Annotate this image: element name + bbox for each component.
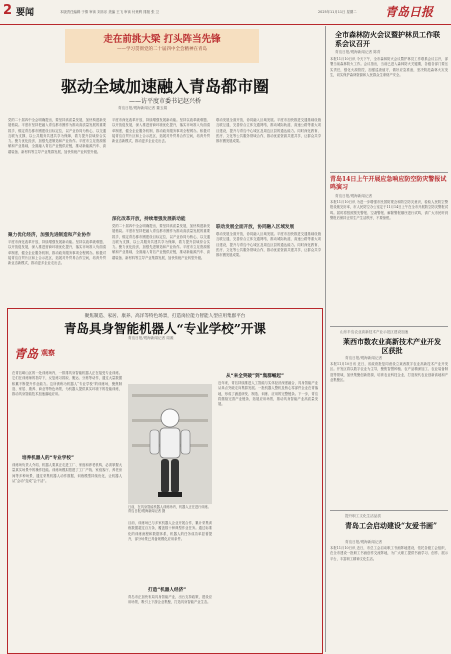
robot-photo: [128, 384, 212, 504]
column-logo-small: 观察: [41, 349, 55, 357]
feature-byline: 青岛日报/观海新闻记者 周凝: [128, 336, 174, 340]
campaign-banner: [65, 29, 259, 63]
story3-byline: 青岛日报/观海新闻记者: [345, 356, 383, 360]
feature-col3-title: 从“来全突破”到“集群崛起”: [226, 374, 285, 379]
feature-subhead-2: 打造“机器人经济”: [148, 588, 187, 593]
banner-line1: 走在前挑大梁 打头阵当先锋: [103, 34, 221, 45]
lead-byline: 青岛日报/观海新闻记者 董玉娟: [118, 106, 168, 110]
section-name: 要闻: [16, 8, 35, 18]
story2-title: 青岛14日上午开展应急响应防空防灾警报试鸣演习: [330, 176, 447, 191]
column-divider: [325, 26, 326, 652]
lead-body-col3b: 联动发展全面开放，协同融入区域发展。平度市加快推进交通基础设施互联互通，完善综合立体交通网络，推动城际轨道、高速公路等重大项目建设，提升与青岛中心城区及周边区县的通达能力。同时深化教育、医疗、文化等公共服务领域合作，推动优质资源共建共享，让群众共享都市圈发展成果。: [216, 232, 321, 258]
lead-body-col3: 联动发展全面开放，协同融入区域发展。平度市加快推进交通基础设施互联互通，完善综合立体交通网络，推动城际轨道、高速公路等重大项目建设，提升与青岛中心城区及周边区县的通达能力。同时深化教育、医疗、文化等公共服务领域合作，推动优质资源共建共享，让群众共享都市圈发展成果。: [216, 118, 321, 144]
story4-byline: 青岛日报/观海新闻记者: [345, 540, 383, 544]
robot-icon: [128, 384, 212, 504]
page-header: [0, 0, 451, 25]
feature-body-col2: 目前，训练场已与多家机器人企业开展合作，累计采集训练数据超过百万条，覆盖数十种典型作业任务。通过标准化的训练流程和数据体系，机器人的任务成功率显著提升，部分场景已具备规模化应用条件。: [128, 521, 212, 541]
story2-byline: 青岛日报/观海新闻记者: [335, 194, 373, 198]
lead-body-col2b: 党的二十届四中全会明确提出，要坚持高质量发展，加快构建新发展格局。平度市坚持把融入青岛都市圈作为推动高质量发展的重要抓手，锚定青岛都市圈建设目标定位，以产业协同为核心，以交通互联为支撑，以公共服务共建共享为保障，着力提升县域综合实力。聚力优化经济，加强先进制造和产业协作。平度市立足资源禀赋和产业基础，全面融入青岛产业链供应链，推动新能源汽车、高端装备、新材料等主导产业集群发展，加快传统产业转型升级。: [112, 224, 210, 260]
story1-byline: 青岛日报/观海新闻记者 陈青: [335, 50, 381, 54]
lead-headline: 驱动全域加速融入青岛都市圈: [60, 77, 269, 96]
story4-title: 青岛工会启动建设“友爱书画”: [344, 521, 438, 530]
lead-subhead-3: 联动发展全面开放，协同融入区域发展: [216, 225, 295, 230]
lead-body-col1: 党的二十届四中全会明确提出，要坚持高质量发展，加快构建新发展格局。平度市坚持把融入青岛都市圈作为推动高质量发展的重要抓手，锚定青岛都市圈建设目标定位，以产业协同为核心，以交通互联为支撑，以公共服务共建共享为保障，着力提升县域综合实力。聚力优化经济，加强先进制造和产业协作。平度市立足资源禀赋和产业基础，全面融入青岛产业链供应链，推动新能源汽车、高端装备、新材料等主导产业集群发展，加快传统产业转型升级。: [8, 118, 106, 154]
feature-body-col2b: 青岛市正加快布局具身智能产业，出台支持政策，建设应用场景，吸引上下游企业集聚，打造具身智能产业生态。: [128, 595, 212, 605]
lead-subhead-2: 深化改革开放，持续增强发展新动能: [112, 217, 186, 222]
story3-title: 莱西市数农业高新技术产业开发区获批: [343, 337, 441, 355]
story-divider: [330, 326, 448, 327]
story1-title: 全市森林防火会议暨护林员工作联系会议召开: [335, 30, 440, 48]
feature-body-col3: 近年来，青岛持续推进人工智能与实体经济深度融合，具身智能产业从单点突破走向集群发展。一批机器人整机及核心零部件企业在青落地，形成了涵盖研发、制造、训练、应用的完整链条。下一步，青岛将继续完善产业链条，拓展应用场景，推动具身智能产业高质量发展。: [218, 381, 318, 407]
feature-kicker: 聚焦制造、家居、康养、高洋等特色场景，打造岗位能力智能人型应用集群平台: [84, 314, 246, 319]
feature-box: [7, 308, 323, 654]
story2-body: 本报11月10日讯 为进一步增强市民国防观念和防空防灾意识，检验人民防空警报设施完好率，市人民防空办公室定于11月14日上午在全市开展防空防灾警报试鸣。届时将按照预先警报、空袭警报、解除警报顺序进行试鸣，请广大市民听到警报后保持正常生产生活秩序，不要惊慌。: [330, 200, 448, 220]
photo-caption: 日前，在具身智能机器人训练场内，机器人正在进行训练。青岛日报/观海新闻记者 摄: [128, 505, 211, 514]
story4-body: 本报11月10日讯 近日，市总工会启动职工书画阵地建设，依托各级工会组织，在全市建设一批职工书画创作交流阵地，为广大职工提供书画学习、创作、展示平台，丰富职工精神文化生活。: [330, 546, 448, 561]
lead-subhead-1: 聚力优化经济，加强先进制造和产业协作: [8, 233, 91, 238]
lead-body-col2: 平度市深化改革开放，持续增强发展新动能。坚持以改革破难题、以开放促发展，深入推进营商环境优化提升，落实市场准入负面清单制度，健全企业服务机制，推动政务服务事项全程网办。积极对接青岛自贸片区和上合示范区，拓展对外贸易合作空间，培育外贸新业态新模式，推动更多企业走出去。: [112, 118, 210, 144]
lead-body-col1b: 平度市深化改革开放，持续增强发展新动能。坚持以改革破难题、以开放促发展，深入推进营商环境优化提升，落实市场准入负面清单制度，健全企业服务机制，推动政务服务事项全程网办。积极对接青岛自贸片区和上合示范区，拓展对外贸易合作空间，培育外贸新业态新模式，推动更多企业走出去。: [8, 240, 106, 266]
feature-body-col1b: 训练场负责人介绍，机器人要真正走进工厂、家庭和养老机构，必须掌握大量真实场景中的操作技能。训练场模拟搭建了工厂产线、家庭客厅、养老房间等多种场景，通过采集机器人动作数据，训练模型持续优化，让机器人从“会动”变成“会干活”。: [12, 463, 122, 483]
page-number: 2: [3, 3, 13, 18]
story-divider: [330, 510, 448, 511]
story3-body: 本报11月10日讯 近日，省政府批复同意设立莱西数字农业高新技术产业开发区。开发区将以数字农业为主导，聚焦智慧种植、农产品精深加工、农业装备制造等领域，加快集聚创新资源，培育农业科技企业，打造现代农业创新高地和产业集聚区。: [330, 362, 448, 382]
lead-subtitle: ——访平度市委书记赵兴桥: [128, 98, 201, 105]
feature-body-col1: 在青岛崂山区的一处训练场内，一排排具身智能机器人正在接受专业训练。它们在训练师的指导下，反复练习抓取、搬运、分拣等动作，通过大量数据积累不断提升作业能力。这所被称为机器人“专业学校”的训练场，聚焦制造、家居、康养、商业等特色场景，为机器人提供真实环境下的技能训练，推动具身智能技术加速落地应用。: [12, 371, 122, 397]
newspaper-logo: 青岛日报: [385, 5, 434, 19]
feature-headline: 青岛具身智能机器人“专业学校”开课: [64, 321, 266, 336]
editor-line: 本版责任编辑 于倩 审读 刘乐乐 美编 王飞 审读 付贵利 排版 张 卫: [60, 10, 159, 14]
story1-body: 本报11月10日讯 今天下午，全市森林防火会议暨护林员工作联系会议召开，部署当前森林防火工作。会议指出，当前已进入森林防火关键期，各级各部门要压实责任，强化火源管控，加强巡查值守，做好应急准备，坚决防范森林火灾发生，切实保护森林资源和人民群众生命财产安全。: [330, 57, 448, 77]
issue-date: 2025年11月11日 星期二: [318, 10, 357, 14]
story3-kicker: 山东半岛农业高新技术产业示范区建设加速: [340, 330, 409, 334]
story4-kicker: 提升职工文化生活品质: [345, 514, 381, 518]
story-divider: [330, 172, 448, 173]
column-logo: [14, 345, 78, 367]
feature-subhead-1: 培养机器人的“专业学校”: [22, 456, 74, 461]
column-logo-big: 青岛: [14, 347, 39, 361]
banner-line2: ——学习贯彻党的二十届四中全会精神在青岛: [117, 47, 207, 52]
